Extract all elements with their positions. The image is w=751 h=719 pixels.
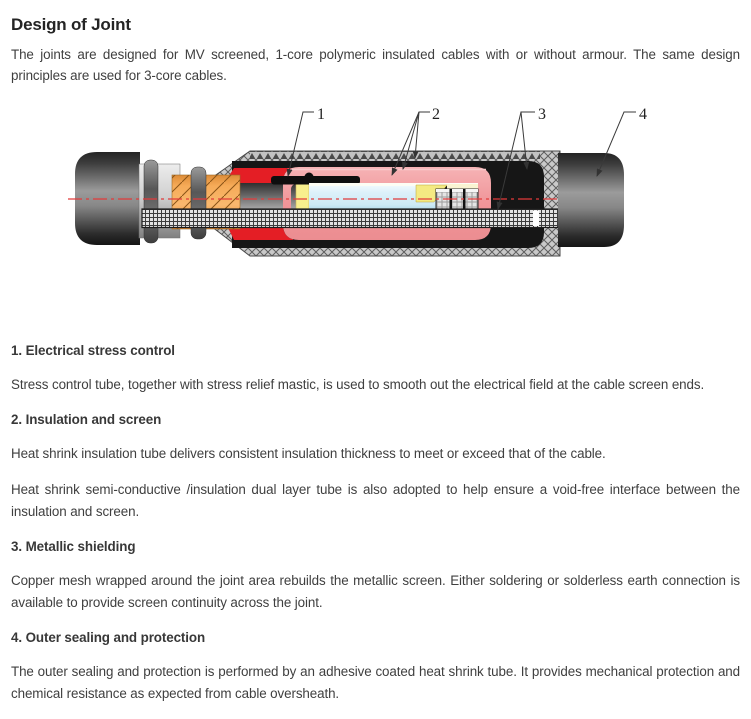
clamp-ring-1 — [144, 160, 158, 243]
section-3-paragraph: Copper mesh wrapped around the joint area rebuilds the metallic screen. Either soldering or solderless earth connection is available to provide screen continuity across the joint. — [11, 573, 740, 610]
earth-braid — [142, 209, 560, 228]
right-cable-oversheath — [558, 153, 624, 247]
section-1-heading: 1. Electrical stress control — [11, 343, 175, 358]
section-4-heading: 4. Outer sealing and protection — [11, 630, 206, 645]
braid-gap — [533, 211, 539, 227]
callout-2: 2 — [432, 106, 440, 123]
callout-1: 1 — [317, 106, 325, 123]
callout-3: 3 — [538, 106, 546, 123]
joint-cutaway-diagram — [0, 96, 751, 311]
page-title: Design of Joint — [11, 15, 131, 35]
intro-paragraph: The joints are designed for MV screened, 1-core polymeric insulated cables with or without armour. The same design principles are used for 3-core cables. — [11, 47, 740, 84]
cream-band — [447, 184, 478, 189]
section-2-heading: 2. Insulation and screen — [11, 412, 162, 427]
callout-4: 4 — [639, 106, 647, 123]
section-1-paragraph: Stress control tube, together with stress relief mastic, is used to smooth out the electrical field at the cable screen ends. — [11, 377, 705, 392]
section-2-paragraph-1: Heat shrink insulation tube delivers consistent insulation thickness to meet or exceed that of the cable. — [11, 446, 606, 461]
clamp-ring-2 — [191, 167, 206, 239]
section-3-heading: 3. Metallic shielding — [11, 539, 136, 554]
section-4-paragraph: The outer sealing and protection is performed by an adhesive coated heat shrink tube. It provides mechanical protection and chemical resistance as expected from cable oversheath. — [11, 664, 740, 701]
stress-relief-mastic — [296, 180, 309, 212]
numbered-sections — [11, 327, 740, 719]
section-2-paragraph-2: Heat shrink semi-conductive /insulation dual layer tube is also adopted to help ensure a void-free interface between the insulation and screen. — [11, 482, 740, 519]
